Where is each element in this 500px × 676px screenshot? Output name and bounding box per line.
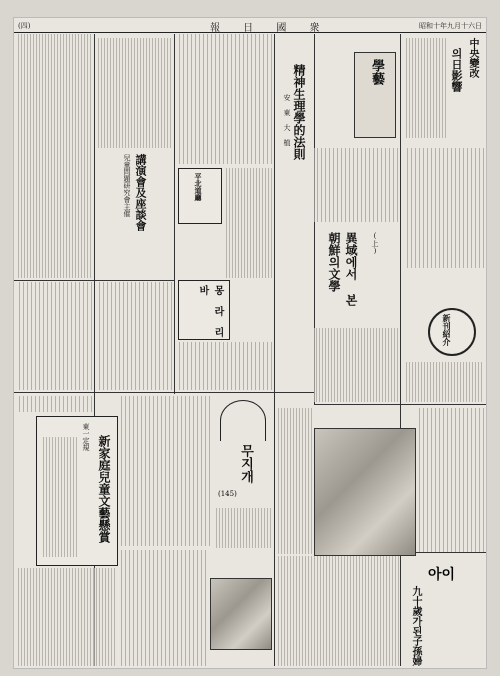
body-text — [404, 38, 448, 138]
headline: 講演會及座談會 — [134, 154, 147, 231]
body-text — [404, 362, 484, 402]
small-ad — [178, 168, 222, 224]
headline: 精神生理學的法則 — [292, 64, 306, 160]
body-text — [224, 168, 274, 278]
illustration — [354, 52, 396, 138]
article-science — [314, 34, 400, 144]
body-text — [176, 34, 274, 164]
body-text — [314, 148, 400, 222]
body-text — [118, 396, 212, 546]
headline: 九十歲가된子孫婦 — [410, 586, 421, 666]
section-rule — [314, 404, 486, 405]
body-text — [16, 34, 92, 278]
song-column — [178, 280, 230, 340]
article-lecture — [96, 34, 172, 278]
article-science-head — [276, 34, 314, 174]
headline: 新家庭兒童文藝懸賞 — [97, 435, 111, 543]
frame-label: 東一定規 — [82, 423, 90, 451]
serial-rainbow — [214, 396, 272, 506]
column-logo — [428, 308, 476, 356]
body-text — [16, 282, 92, 390]
column-rule — [400, 34, 401, 666]
column-title: 몽 라 리 바 — [197, 285, 223, 337]
column-rule — [274, 34, 275, 666]
newspaper-title: 報 日 國 衆 — [210, 23, 330, 34]
body-text — [276, 556, 400, 666]
body-text — [176, 342, 274, 390]
body-text — [404, 148, 484, 268]
page-number: (四) — [18, 22, 31, 30]
headline: 中央變改 — [467, 38, 478, 78]
body-text — [118, 550, 208, 666]
issue-date: 昭和十年九月十六日 — [419, 22, 482, 30]
body-text — [96, 38, 172, 148]
article-child — [402, 556, 484, 666]
newspaper-page — [14, 18, 486, 668]
section-rule — [14, 392, 314, 393]
section-rule — [14, 280, 174, 281]
subheadline: 兒童問題研究會主催 — [123, 154, 131, 217]
byline: 安 東 大 植 — [283, 94, 291, 146]
series-mark: (上) — [371, 232, 379, 255]
portrait-photo — [314, 428, 416, 556]
column-rule — [174, 34, 175, 394]
body-text — [214, 508, 272, 548]
body-text — [96, 282, 172, 390]
article-right-top — [404, 34, 484, 144]
body-text — [41, 437, 77, 557]
body-text — [416, 408, 484, 552]
serial-title: 무지개 — [238, 444, 253, 483]
body-text — [276, 408, 312, 554]
body-text — [314, 328, 400, 402]
advertisement-illustration — [210, 578, 272, 650]
episode-number: (145) — [218, 490, 237, 498]
article-literature — [314, 226, 400, 326]
subheadline: 의日影響 — [450, 48, 463, 92]
body-text — [16, 396, 94, 412]
headline: 異域에서 본 朝鮮의文學 — [327, 232, 358, 306]
body-text — [16, 568, 116, 666]
rainbow-illustration — [220, 400, 266, 441]
section-kicker: 學藝 — [369, 59, 384, 85]
column-logo-text: 新刊紹介 — [442, 314, 452, 346]
masthead — [14, 18, 486, 33]
ad-title: 平北道廳 — [194, 173, 203, 201]
column-tag: 아이 — [428, 567, 456, 583]
prize-announcement — [36, 416, 118, 566]
